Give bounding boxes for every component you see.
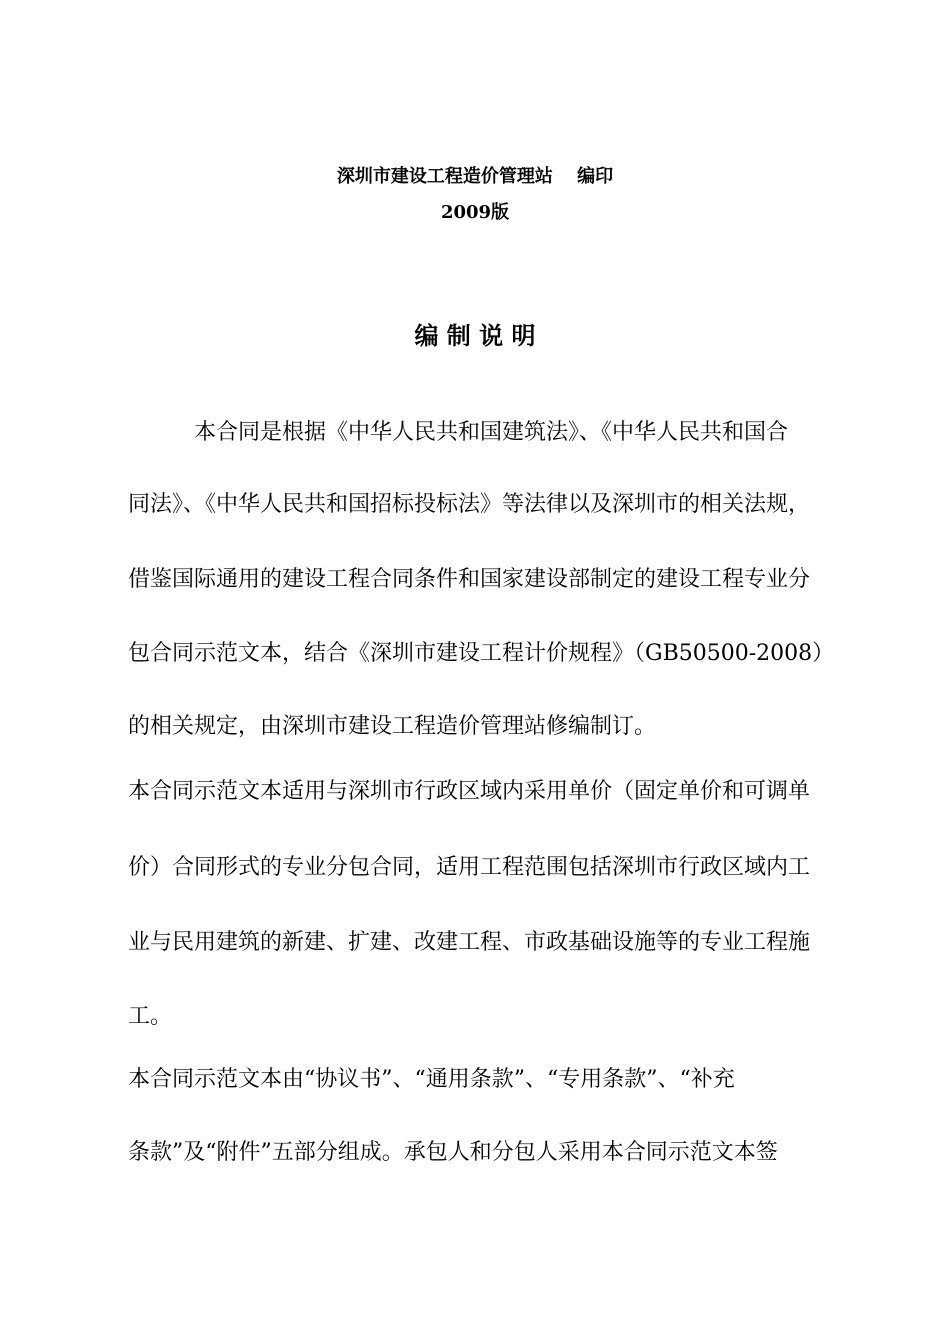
paragraph1-line-3: 借鉴国际通用的建设工程合同条件和国家建设部制定的建设工程专业分 (128, 567, 811, 592)
paragraph1-line-1: 本合同是根据《中华人民共和国建筑法》、《中华人民共和国合 (128, 420, 789, 445)
paragraph1-line-5: 的相关规定，由深圳市建设工程造价管理站修编制订。 (128, 714, 657, 739)
edition-line: 2009版 (440, 202, 510, 223)
paragraph1-line-2: 同法》、《中华人民共和国招标投标法》等法律以及深圳市的相关法规， (128, 492, 811, 517)
paragraph2-line-3: 业与民用建筑的新建、扩建、改建工程、市政基础设施等的专业工程施 (128, 930, 811, 955)
paragraph3-line-1: 本合同示范文本由“协议书”、“通用条款”、“专用条款”、“补充 (128, 1067, 735, 1092)
document-title: 编 制 说 明 (414, 321, 536, 350)
paragraph2-line-4: 工。 (128, 1004, 173, 1029)
paragraph2-line-1: 本合同示范文本适用与深圳市行政区域内采用单价（固定单价和可调单 (128, 779, 811, 804)
publisher-line: 深圳市建设工程造价管理站 编印 (336, 166, 614, 187)
paragraph1-line-4: 包合同示范文本，结合《深圳市建设工程计价规程》（GB50500-2008） (128, 641, 835, 666)
paragraph2-line-2: 价）合同形式的专业分包合同，适用工程范围包括深圳市行政区域内工 (128, 855, 811, 880)
paragraph3-line-2: 条款”及“附件”五部分组成。承包人和分包人采用本合同示范文本签 (128, 1140, 778, 1165)
